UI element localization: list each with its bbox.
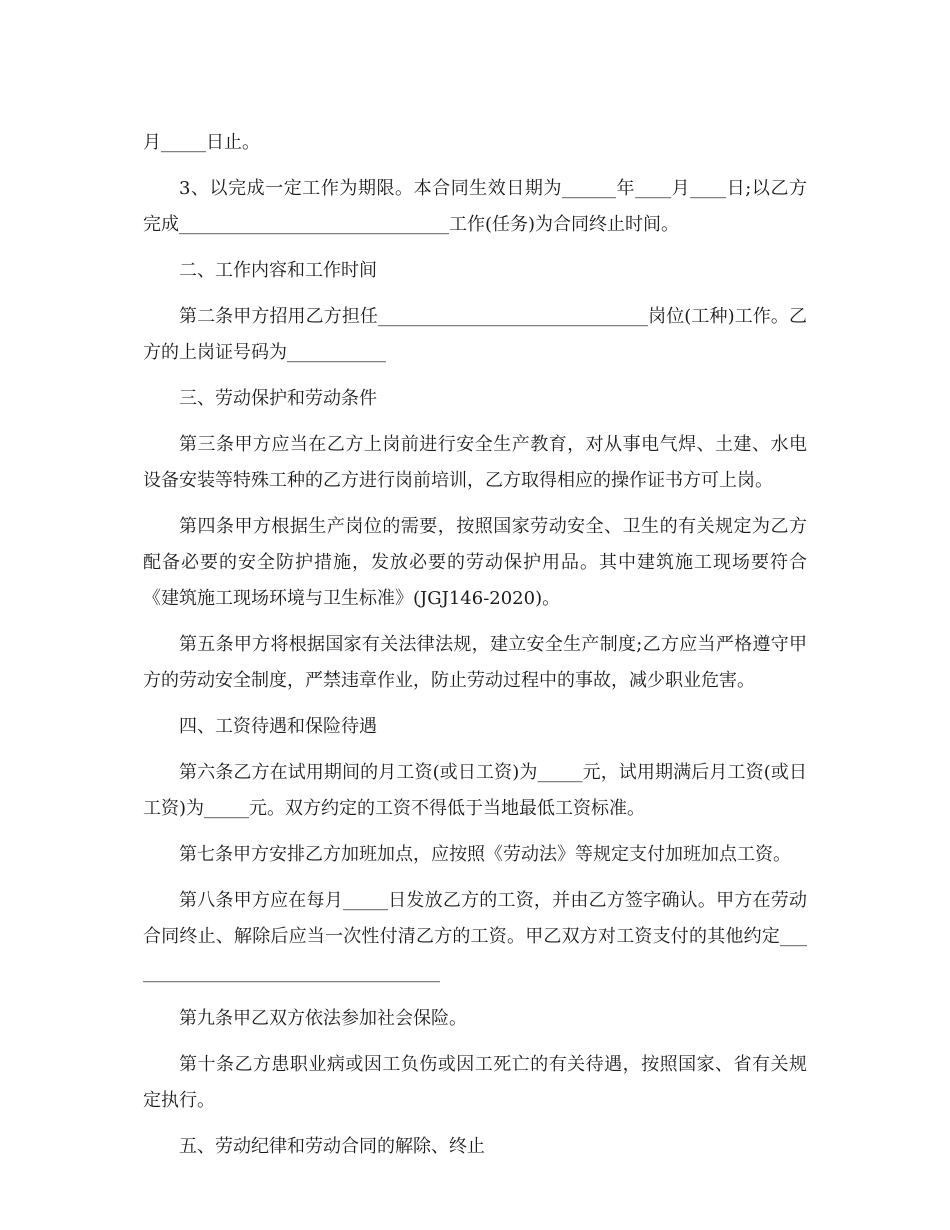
section-heading-labor-protection: 三、劳动保护和劳动条件 <box>179 388 377 409</box>
paragraph-end-date: 月_____日止。 <box>143 132 260 153</box>
article-7: 第七条甲方安排乙方加班加点，应按照《劳动法》等规定支付加班加点工资。 <box>179 844 791 865</box>
article-4: 第四条甲方根据生产岗位的需要，按照国家劳动安全、卫生的有关规定为乙方配备必要的安全防护措施，发放必要的劳动保护用品。其中建筑施工现场要符合《建筑施工现场环境与卫生标准》(JGJ146-2020)。 <box>143 516 807 609</box>
section-heading-wages-insurance: 四、工资待遇和保险待遇 <box>179 716 377 737</box>
section-heading-discipline-termination: 五、劳动纪律和劳动合同的解除、终止 <box>179 1136 485 1157</box>
article-6: 第六条乙方在试用期间的月工资(或日工资)为_____元，试用期满后月工资(或日工资)为_____元。双方约定的工资不得低于当地最低工资标准。 <box>143 762 807 819</box>
article-10: 第十条乙方患职业病或因工负伤或因工死亡的有关待遇，按照国家、省有关规定执行。 <box>143 1054 807 1111</box>
article-3: 第三条甲方应当在乙方上岗前进行安全生产教育，对从事电气焊、土建、水电设备安装等特殊工种的乙方进行岗前培训，乙方取得相应的操作证书方可上岗。 <box>143 434 807 491</box>
section-heading-work-content: 二、工作内容和工作时间 <box>179 260 377 281</box>
article-5: 第五条甲方将根据国家有关法律法规，建立安全生产制度;乙方应当严格遵守甲方的劳动安全制度，严禁违章作业，防止劳动过程中的事故，减少职业危害。 <box>143 634 807 691</box>
contract-body <box>143 125 807 1175</box>
paragraph-term-task: 3、以完成一定工作为期限。本合同生效日期为______年____月____日;以乙方完成______________________________工作(任务)为合同终止时间。 <box>143 178 807 235</box>
article-2: 第二条甲方招用乙方担任______________________________岗位(工种)工作。乙方的上岗证号码为___________ <box>143 306 807 363</box>
article-8: 第八条甲方应在每月_____日发放乙方的工资，并由乙方签字确认。甲方在劳动合同终止、解除后应当一次性付清乙方的工资。甲乙双方对工资支付的其他约定____________________________________ <box>143 890 807 983</box>
article-9: 第九条甲乙双方依法参加社会保险。 <box>179 1008 467 1029</box>
